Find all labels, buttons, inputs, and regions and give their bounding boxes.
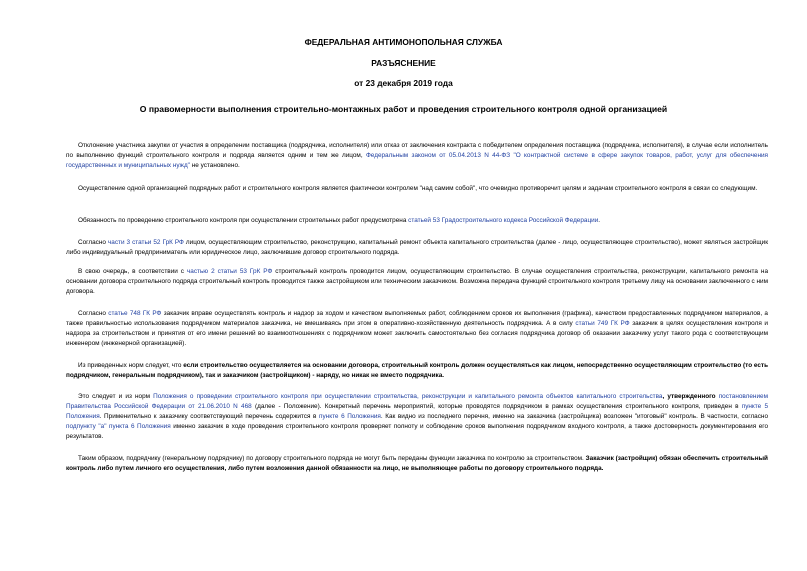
document-type: РАЗЪЯСНЕНИЕ: [371, 58, 436, 68]
grk-article-53-part-2-link[interactable]: частью 2 статьи 53 ГрК РФ: [186, 268, 273, 275]
agency-name: ФЕДЕРАЛЬНАЯ АНТИМОНОПОЛЬНАЯ СЛУЖБА: [304, 37, 503, 47]
gk-article-748-link[interactable]: статье 748 ГК РФ: [108, 310, 162, 317]
law-44-fz-link[interactable]: Федеральным законом от 05.04.2013 N 44-ФЗ "О контрактной системе в сфере закупок товаров, работ, услуг для обеспечения государственных и муниципальных нужд": [66, 152, 769, 169]
paragraph-9: Таким образом, подрядчику (генеральному подрядчику) по договору строительного подряда не могут быть переданы функции заказчика по контролю за строительством. Заказчик (застройщик) обязан обеспечить строительный контроль либо путем личного его осуществления, либо путем возложения данной обязанности на лицо, не выполняющее работы по договору строительного подряда.: [66, 455, 768, 472]
paragraph-2: Осуществление одной организацией подрядных работ и строительного контроля является фактически контролем "над самим собой", что очевидно противоречит целям и задачам строительного контроля в связи со следующим.: [78, 185, 758, 192]
paragraph-1: Отклонение участника закупки от участия в определении поставщика (подрядчика, исполнителя) или отказ от заключения контракта с победителем определения поставщика (подрядчика, исполнителя), в случае если исполнитель по выполнению функций строительного контроля и подряда является одним и тем же лицом, Федеральным законом от 05.04.2013 N 44-ФЗ "О контрактной системе в сфере закупок товаров, работ, услуг для обеспечения государственных и муниципальных нужд" не установлено.: [66, 142, 769, 169]
paragraph-7: Из приведенных норм следует, что если строительство осуществляется на основании договора, строительный контроль должен осуществляться как лицом, непосредственно осуществляющим строительство (то есть подрядчиком, генеральным подрядчиком), так и заказчиком (застройщиком) - наряду, но никак не вместо подрядчика.: [66, 362, 768, 379]
paragraph-5: В свою очередь, в соответствии с частью 2 статьи 53 ГрК РФ строительный контроль проводится лицом, осуществляющим строительство. В случае осуществления строительства, реконструкции, капитального ремонта на основании договора строительного подряда строительный контроль проводится также застройщиком или техническим заказчиком. Возможна передача функций строительного контроля третьему лицу на основании заключенного с ним договора.: [66, 268, 769, 295]
regulation-clause-5-link[interactable]: пункте 5 Положения: [66, 403, 768, 420]
document-title: О правомерности выполнения строительно-монтажных работ и проведения строительного контроля одной организацией: [139, 104, 668, 114]
paragraph-8: Это следует и из норм Положения о проведении строительного контроля при осуществлении строительства, реконструкции и капитального ремонта объектов капитального строительства, утвержденного постановлением Правительства Российской Федерации от 21.06.2010 N 468 (далее - Положение). Конкретный перечень мероприятий, которые проводятся подрядчиком в рамках осуществления строительного контроля, приведен в пункте 5 Положения. Применительно к заказчику соответствующий перечень содержится в пункте 6 Положения. Как видно из последнего перечня, именно на заказчика (застройщика) возложен "итоговый" контроль. В частности, согласно подпункту "а" пункта 6 Положения именно заказчик в ходе проведения строительного контроля проверяет полноту и соблюдение сроков выполнения подрядчиком входного контроля, а также достоверность документирования его результатов.: [66, 393, 769, 440]
document-date: от 23 декабря 2019 года: [354, 78, 453, 88]
grk-article-52-part-3-link[interactable]: части 3 статьи 52 ГрК РФ: [107, 239, 184, 246]
paragraph-4: Согласно части 3 статьи 52 ГрК РФ лицом, осуществляющим строительство, реконструкцию, капитальный ремонт объекта капитального строительства (далее - лицо, осуществляющее строительство), может являться застройщик либо индивидуальный предприниматель или юридическое лицо, заключившие договор строительного подряда.: [66, 239, 768, 256]
regulation-clause-6a-link[interactable]: подпункту "а" пункта 6 Положения: [66, 423, 171, 430]
grk-article-53-link[interactable]: статьей 53 Градостроительного кодекса Российской Федерации: [408, 217, 599, 224]
paragraph-6: Согласно статье 748 ГК РФ заказчик вправе осуществлять контроль и надзор за ходом и качеством выполняемых работ, соблюдением сроков их выполнения (графика), качеством предоставленных подрядчиком материалов, а также правильностью использования подрядчиком материалов заказчика, не вмешиваясь при этом в оперативно-хозяйственную деятельность подрядчика. А в силу статьи 749 ГК РФ заказчик в целях осуществления контроля и надзора за строительством и принятия от его имени решений во взаимоотношениях с подрядчиком может заключить самостоятельно без согласия подрядчика договор об оказании заказчику услуг такого рода с соответствующим инженером (инженерной организацией).: [66, 310, 769, 347]
government-decree-468-link[interactable]: постановлением Правительства Российской Федерации от 21.06.2010 N 468: [66, 393, 768, 410]
regulation-clause-6-link[interactable]: пункте 6 Положения: [319, 413, 381, 420]
gk-article-749-link[interactable]: статьи 749 ГК РФ: [575, 320, 630, 327]
regulation-construction-control-link[interactable]: Положения о проведении строительного контроля при осуществлении строительства, реконструкции и капитального ремонта объектов капитального строительства: [153, 393, 663, 400]
paragraph-3: Обязанность по проведению строительного контроля при осуществлении строительных работ предусмотрена статьей 53 Градостроительного кодекса Российской Федерации.: [78, 217, 601, 224]
